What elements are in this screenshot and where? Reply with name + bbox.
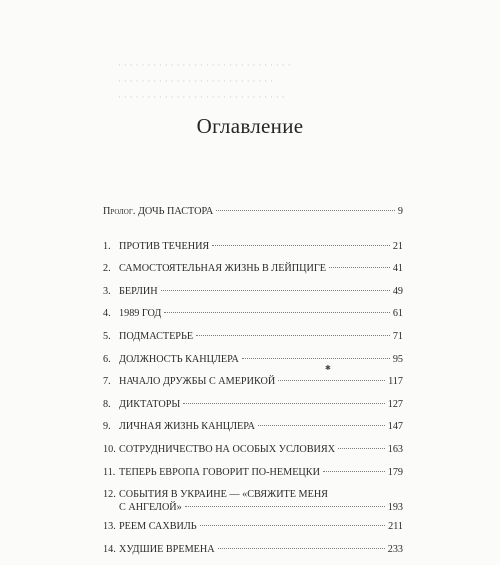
toc-entry-prologue[interactable] [103, 205, 403, 228]
toc-entry-page: 41 [392, 263, 403, 275]
dot-leader [200, 525, 385, 526]
toc-entry-number: 7. [103, 376, 111, 388]
dot-leader [218, 548, 385, 549]
dot-leader [185, 506, 385, 507]
toc-entry-label-line2: С АНГЕЛОЙ» [119, 502, 182, 514]
dot-leader [161, 290, 390, 291]
toc-entry[interactable] [103, 307, 403, 330]
toc-entry-number: 10. [103, 443, 116, 455]
dot-leader [196, 335, 390, 336]
toc-entry-page: 179 [387, 466, 403, 478]
dot-leader [278, 380, 385, 381]
toc-entry-label: ЛИЧНАЯ ЖИЗНЬ КАНЦЛЕРА [119, 421, 256, 433]
toc-entry-label: 1989 ГОД [119, 308, 162, 320]
toc-entry[interactable] [103, 375, 403, 398]
toc-title: Оглавление [196, 114, 304, 138]
toc-entry-page: 117 [388, 376, 403, 388]
dot-leader [338, 448, 385, 449]
toc-entry[interactable] [103, 262, 403, 285]
toc-entry-number: 13. [103, 521, 116, 533]
toc-entry-label-line1: СОБЫТИЯ В УКРАИНЕ — «СВЯЖИТЕ МЕНЯ [119, 489, 328, 501]
dot-leader [258, 425, 385, 426]
toc-entry[interactable] [103, 240, 403, 263]
toc-entry-label: ПОДМАСТЕРЬЕ [119, 330, 194, 342]
toc-entry-page: 49 [392, 285, 403, 297]
toc-entry-label: САМОСТОЯТЕЛЬНАЯ ЖИЗНЬ В ЛЕЙПЦИГЕ [119, 263, 326, 275]
toc-entry-number: 12. [103, 489, 116, 501]
toc-entry-page: 21 [392, 240, 403, 252]
toc-entry-page: 61 [392, 308, 403, 320]
toc-entry[interactable] [103, 398, 403, 421]
toc-entry[interactable] [103, 330, 403, 353]
toc-entry-label: Пролог. ДОЧЬ ПАСТОРА [103, 206, 214, 217]
toc-entry-page: 95 [392, 353, 403, 365]
toc-entry[interactable] [103, 466, 403, 489]
toc-entry-number: 3. [103, 285, 111, 297]
toc-entry[interactable] [103, 543, 403, 565]
toc-entry-page: 211 [388, 521, 403, 533]
toc-entry[interactable] [103, 520, 403, 543]
toc-entry[interactable] [103, 488, 403, 514]
bleed-through-text: · · · · · · · · · · · · · · · · · · · · · · · · · · · · · [118, 92, 286, 102]
toc-entry-number: 8. [103, 398, 111, 410]
toc-entry[interactable] [103, 443, 403, 466]
toc-entry-label: ПРОТИВ ТЕЧЕНИЯ [119, 240, 210, 252]
toc-entry-label: НАЧАЛО ДРУЖБЫ С АМЕРИКОЙ [119, 376, 276, 388]
toc-entry-label: ХУДШИЕ ВРЕМЕНА [119, 543, 215, 555]
toc-entry-page: 127 [387, 398, 403, 410]
toc-entry-number: 5. [103, 330, 111, 342]
toc-entry-label: ДОЛЖНОСТЬ КАНЦЛЕРА [119, 353, 239, 365]
toc-entry-page: 193 [387, 502, 403, 514]
toc-entry-number: 6. [103, 353, 111, 365]
dot-leader [329, 267, 390, 268]
toc-entry-number: 4. [103, 308, 111, 320]
toc-entry-label: ТЕПЕРЬ ЕВРОПА ГОВОРИТ ПО-НЕМЕЦКИ [119, 466, 320, 478]
toc-entry-label: ДИКТАТОРЫ [119, 398, 181, 410]
toc-entry[interactable] [103, 420, 403, 443]
dot-leader [242, 358, 390, 359]
toc-entry-number: 1. [103, 240, 111, 252]
dot-leader [164, 312, 389, 313]
dot-leader [323, 471, 385, 472]
toc-entry-label: БЕРЛИН [119, 285, 158, 297]
dot-leader [216, 210, 395, 211]
toc-entry-page: 9 [397, 206, 403, 217]
toc-entry[interactable] [103, 353, 403, 376]
bleed-through-text: · · · · · · · · · · · · · · · · · · · · · · · · · · · [118, 76, 274, 86]
toc-entry-label: РЕЕМ САХВИЛЬ [119, 521, 197, 533]
dot-leader [212, 245, 390, 246]
dot-leader [183, 403, 384, 404]
toc-entry-label: СОТРУДНИЧЕСТВО НА ОСОБЫХ УСЛОВИЯХ [119, 443, 336, 455]
toc-entry-page: 163 [387, 443, 403, 455]
toc-entry-page: 233 [387, 543, 403, 555]
ink-mark: ✱ [325, 364, 331, 372]
bleed-through-text: · · · · · · · · · · · · · · · · · · · · · · · · · · · · · · [118, 60, 291, 70]
table-of-contents [103, 205, 403, 565]
toc-entry-page: 147 [387, 421, 403, 433]
toc-entry-number: 9. [103, 421, 111, 433]
toc-entry[interactable] [103, 285, 403, 308]
toc-entry-number: 11. [103, 466, 116, 478]
toc-entry-number: 2. [103, 263, 111, 275]
toc-entry-number: 14. [103, 543, 116, 555]
toc-entry-page: 71 [392, 330, 403, 342]
